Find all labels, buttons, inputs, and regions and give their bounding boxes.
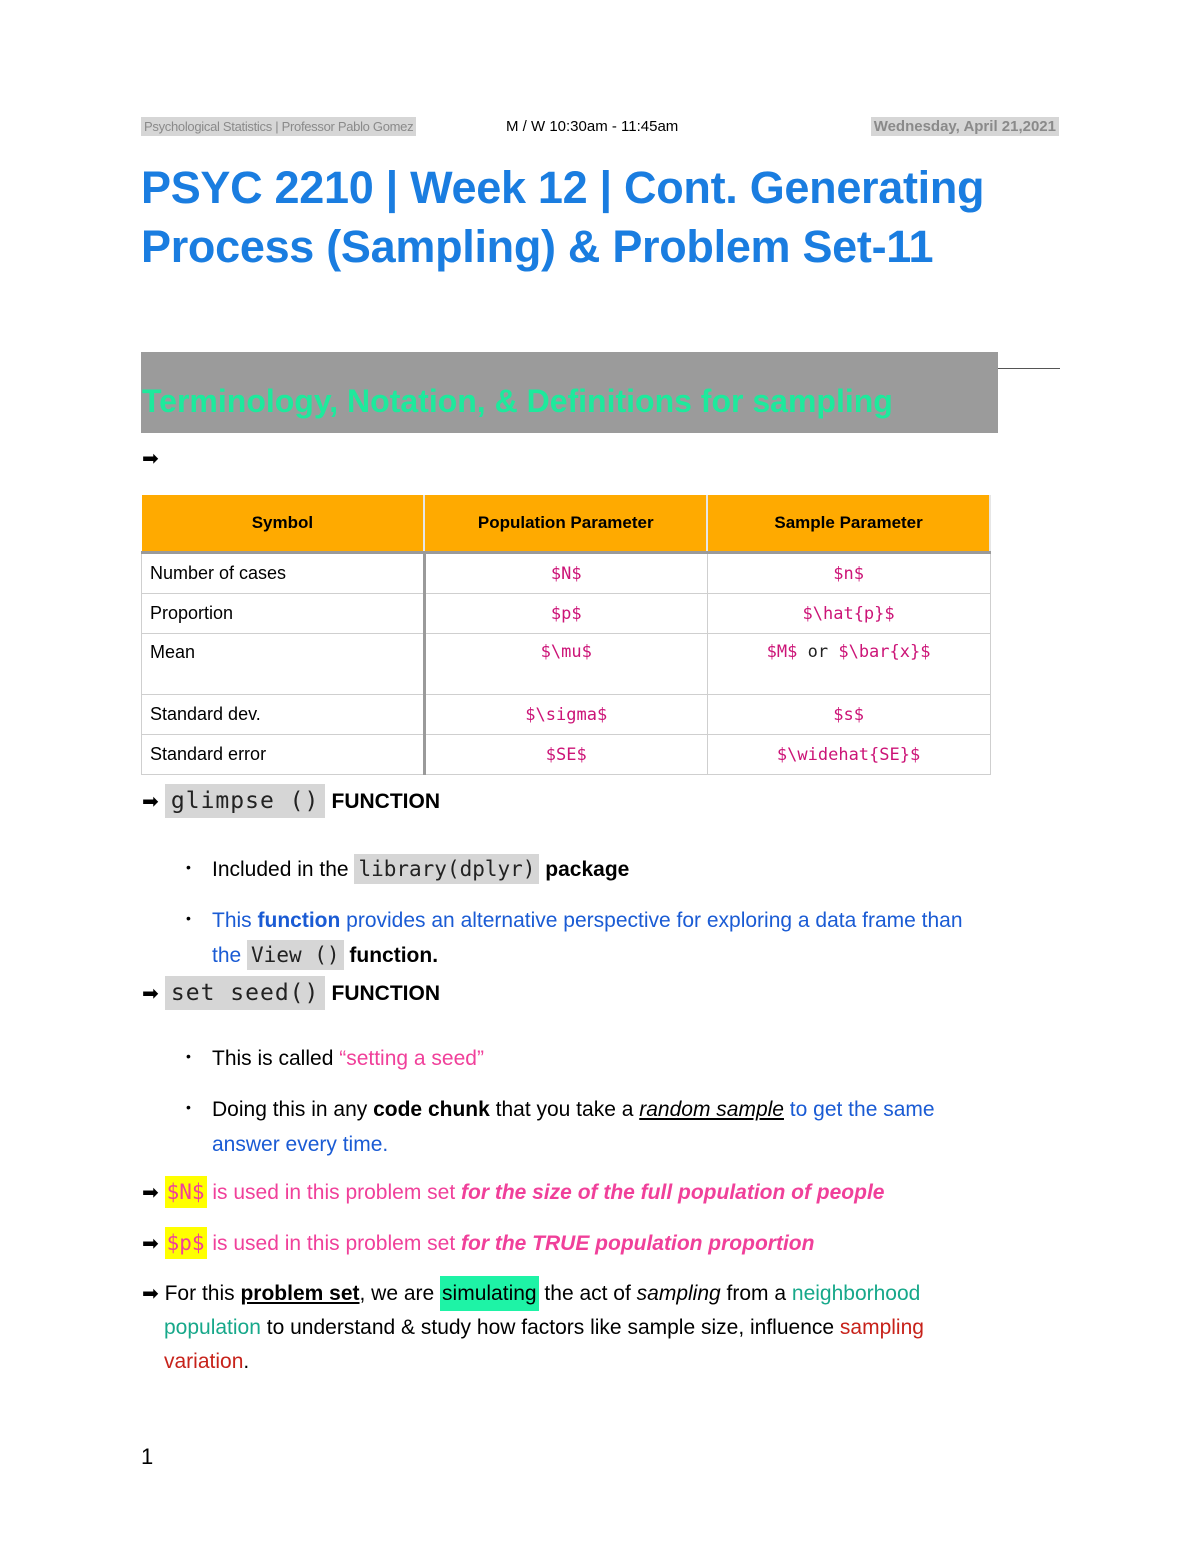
bullet-text: This is called	[212, 1047, 340, 1070]
date-label: Wednesday, April 21,2021	[871, 117, 1059, 136]
setseed-section	[142, 980, 440, 1006]
page-header	[141, 117, 1059, 139]
row-label: Proportion	[142, 594, 425, 634]
bullet-icon: •	[186, 910, 191, 926]
setseed-code: set seed()	[165, 976, 325, 1010]
bullet-bold: function.	[343, 944, 439, 967]
sample-symbol: $\hat{p}$	[707, 594, 990, 634]
population-symbol: $\mu$	[424, 634, 707, 695]
row-label: Mean	[142, 634, 425, 695]
population-symbol: $N$	[424, 553, 707, 594]
sample-symbol: $n$	[707, 553, 990, 594]
course-label: Psychological Statistics | Professor Pablo Gomez	[141, 117, 416, 136]
note-n	[142, 1175, 884, 1210]
population-symbol: $p$	[424, 594, 707, 634]
note-p	[142, 1226, 814, 1261]
inline-code: View ()	[247, 940, 344, 970]
bullet-text: Included in the	[212, 858, 355, 881]
para-text: , we are	[359, 1282, 441, 1305]
page-title: PSYC 2210 | Week 12 | Cont. Generating Process (Sampling) & Problem Set-11	[141, 162, 985, 272]
glimpse-section	[142, 788, 440, 814]
function-keyword: FUNCTION	[331, 790, 440, 813]
para-italic: sampling	[636, 1282, 721, 1305]
inline-code: library(dplyr)	[354, 854, 539, 884]
glimpse-code: glimpse ()	[165, 784, 325, 818]
bullet-text: provides an alternative perspective for exploring a data frame than	[340, 909, 963, 932]
para-colored: variation	[164, 1350, 244, 1373]
table-row	[142, 594, 991, 634]
bullet-text: that you take a	[489, 1098, 640, 1121]
table-header: Symbol	[142, 495, 425, 553]
function-keyword: FUNCTION	[331, 982, 440, 1005]
sample-symbol: $s$	[707, 695, 990, 735]
row-label: Standard dev.	[142, 695, 425, 735]
para-text: to understand & study how factors like sample size, influence	[260, 1316, 840, 1339]
para-colored: population	[164, 1316, 261, 1339]
table-row	[142, 695, 991, 735]
notation-table	[141, 495, 991, 775]
or-word: or	[797, 642, 839, 662]
highlight-text: s	[442, 1282, 453, 1305]
highlight	[440, 1276, 539, 1311]
population-symbol: $SE$	[424, 735, 707, 775]
n-variable: $N$	[165, 1176, 207, 1208]
row-label: Number of cases	[142, 553, 425, 594]
bullet-text: to get the same	[783, 1098, 935, 1121]
highlight-text: imulating	[452, 1282, 537, 1305]
list-item	[186, 852, 630, 887]
bullet-text: the	[212, 944, 248, 967]
sample-symbol: $\widehat{SE}$	[707, 735, 990, 775]
arrow-icon: ➡	[142, 1182, 159, 1204]
para-bold: problem set	[240, 1282, 360, 1305]
table-row	[142, 553, 991, 594]
bullet-icon: •	[186, 1048, 191, 1064]
bullet-text: answer every time.	[212, 1133, 389, 1156]
bullet-icon: •	[186, 1099, 191, 1115]
bullet-quote: “setting a seed”	[339, 1047, 484, 1070]
bullet-icon: •	[186, 859, 191, 875]
list-item	[186, 1041, 484, 1076]
section-heading: Terminology, Notation, & Definitions for sampling	[142, 383, 893, 419]
note-text: is used in this problem set	[206, 1232, 461, 1255]
bullet-underline: random sample	[639, 1098, 784, 1121]
bullet-bold: package	[539, 858, 630, 881]
sample-symbol-b: $\bar{x}$	[838, 642, 931, 662]
list-item	[186, 903, 1062, 973]
page-number: 1	[141, 1444, 154, 1469]
para-text: For this	[164, 1282, 241, 1305]
final-paragraph	[142, 1277, 1042, 1379]
para-text: the act of	[538, 1282, 637, 1305]
list-item	[186, 1092, 1062, 1162]
arrow-icon: ➡	[142, 1233, 159, 1255]
para-text: .	[243, 1350, 250, 1373]
bullet-text: Doing this in any	[212, 1098, 374, 1121]
note-emphasis: for the size of the full population of people	[461, 1181, 885, 1204]
population-symbol: $\sigma$	[424, 695, 707, 735]
table-row	[142, 735, 991, 775]
bullet-bold: function	[257, 909, 341, 932]
para-colored: neighborhood	[791, 1282, 921, 1305]
table-header: Sample Parameter	[707, 495, 990, 553]
arrow-icon: ➡	[142, 1283, 159, 1305]
table-header-row	[142, 495, 991, 553]
sample-symbol	[707, 634, 990, 695]
bullet-bold: code chunk	[373, 1098, 490, 1121]
schedule-label: M / W 10:30am - 11:45am	[506, 118, 679, 135]
arrow-icon: ➡	[142, 448, 159, 470]
arrow-icon: ➡	[142, 791, 159, 813]
sample-symbol-a: $M$	[766, 642, 798, 662]
p-variable: $p$	[165, 1227, 207, 1259]
para-colored: sampling	[839, 1316, 924, 1339]
para-text: from a	[720, 1282, 792, 1305]
table-row	[142, 634, 991, 695]
bullet-text: This	[212, 909, 258, 932]
row-label: Standard error	[142, 735, 425, 775]
note-text: is used in this problem set	[206, 1181, 461, 1204]
arrow-icon: ➡	[142, 983, 159, 1005]
note-emphasis: for the TRUE population proportion	[461, 1232, 815, 1255]
table-header: Population Parameter	[424, 495, 707, 553]
